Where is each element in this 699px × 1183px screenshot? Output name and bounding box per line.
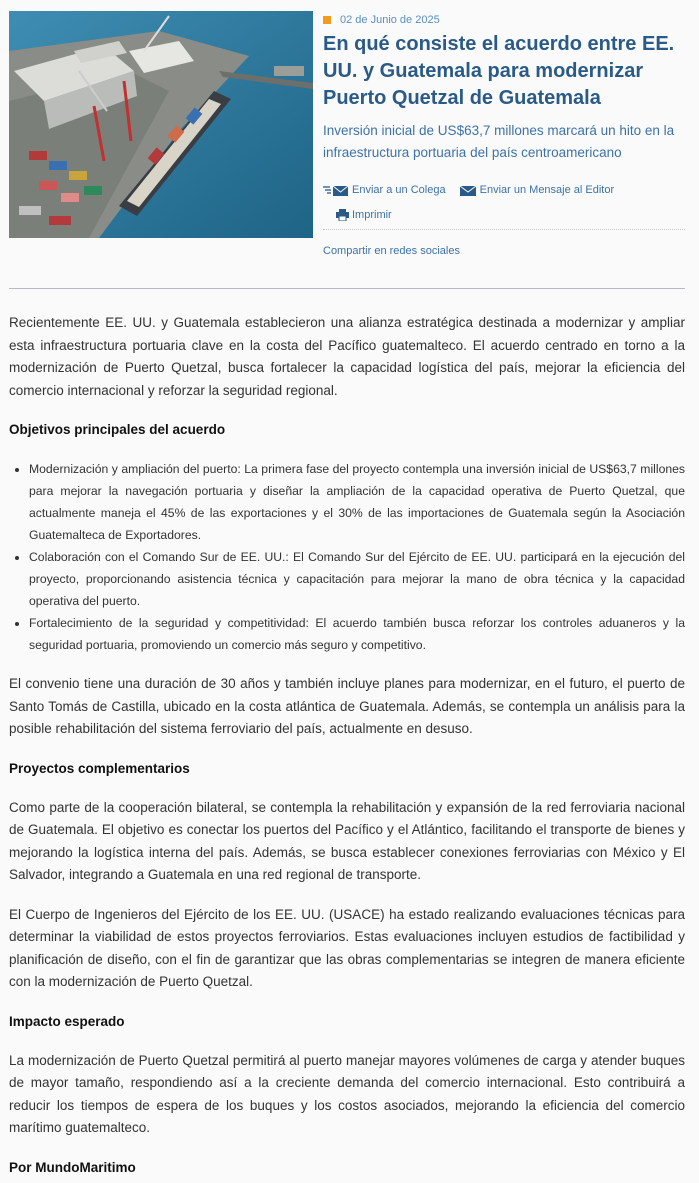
send-colleague-label: Enviar a un Colega bbox=[352, 184, 446, 196]
date-marker-icon bbox=[323, 16, 331, 24]
send-editor-link[interactable] bbox=[459, 180, 615, 201]
print-label: Imprimir bbox=[352, 208, 392, 221]
intro-paragraph: Recientemente EE. UU. y Guatemala establecieron una alianza estratégica destinada a modernizar y ampliar esta infraestructura portuaria clave en la costa del Pacífico guatemalteco. El acuerdo centrado en torno a la modernización de Puerto Quetzal, busca fortalecer la capacidad logística del país, mejorar la eficiencia del comercio internacional y reforzar la seguridad regional. bbox=[9, 315, 685, 398]
print-link[interactable] bbox=[336, 205, 392, 226]
duration-paragraph: El convenio tiene una duración de 30 años y también incluye planes para modernizar, en el futuro, el puerto de Santo Tomás de Castilla, ubicado en la costa atlántica de Guatemala. Además, se contempla un análisis para la posible rehabilitación del sistema ferroviario del país, actualmente en desuso. bbox=[9, 676, 685, 736]
send-editor-label: Enviar un Mensaje al Editor bbox=[479, 184, 615, 196]
article-date: 02 de Junio de 2025 bbox=[340, 14, 440, 26]
printer-icon bbox=[336, 209, 349, 221]
usace-paragraph: El Cuerpo de Ingenieros del Ejército de los EE. UU. (USACE) ha estado realizando evaluaciones técnicas para determinar la viabilidad de estos proyectos ferroviarios. Estas evaluaciones incluyen estudios de factibilidad y planificación de diseño, con el fin de garantizar que las obras complementarias se integren de manera eficiente con la modernización de Puerto Quetzal. bbox=[9, 906, 685, 989]
list-item: • Colaboración con el Comando Sur de EE. UU.: El Comando Sur del Ejército de EE. UU. participará en la ejecución del proyecto, proporcionando asistencia técnica y capacitación para mejorar la mano de obra técnica y la capacidad operativa del puerto. bbox=[29, 546, 685, 612]
article-actions bbox=[323, 180, 685, 262]
send-colleague-icon bbox=[323, 185, 349, 197]
article-body bbox=[0, 290, 699, 1179]
byline: Por MundoMaritimo bbox=[9, 1159, 136, 1175]
article-info bbox=[323, 13, 685, 262]
rail-paragraph: Como parte de la cooperación bilateral, se contempla la rehabilitación y expansión de la red ferroviaria nacional de Guatemala. El objetivo es conectar los puertos del Pacífico y el Atlántico, facilitando el transporte de bienes y mejorando la logística interna del país. Además, se busca establecer conexiones ferroviarias con México y El Salvador, integrando a Guatemala en una red regional de transporte. bbox=[9, 799, 685, 882]
article-title: En qué consiste el acuerdo entre EE. UU. y Guatemala para modernizar Puerto Quetzal de Guatemala bbox=[323, 33, 675, 109]
objectives-heading: Objetivos principales del acuerdo bbox=[9, 422, 226, 437]
article-header bbox=[0, 0, 699, 290]
date-row bbox=[323, 13, 685, 27]
port-aerial-image bbox=[9, 11, 313, 238]
list-item: • Modernización y ampliación del puerto: La primera fase del proyecto contempla una inversión inicial de US$63,7 millones para mejorar la navegación portuaria y diseñar la ampliación de la capacidad operativa de Puerto Quetzal, que actualmente maneja el 45% de las exportaciones y el 30% de las importaciones de Guatemala según la Asociación Guatemalteca de Exportadores. bbox=[29, 458, 685, 546]
impact-heading: Impacto esperado bbox=[9, 1013, 125, 1029]
send-colleague-link[interactable] bbox=[323, 180, 446, 201]
header-divider bbox=[9, 288, 685, 289]
port-photo bbox=[9, 11, 313, 238]
objectives-list bbox=[9, 458, 685, 656]
envelope-icon bbox=[459, 185, 477, 197]
impact-paragraph: La modernización de Puerto Quetzal permitirá al puerto manejar mayores volúmenes de carga y atender buques de mayor tamaño, respondiendo así a la creciente demanda del comercio internacional. Esto contribuirá a reducir los tiempos de espera de los buques y los costos asociados, mejorando la eficiencia del comercio marítimo guatemalteco. bbox=[9, 1052, 685, 1135]
projects-heading: Proyectos complementarios bbox=[9, 760, 190, 776]
article-subtitle: Inversión inicial de US$63,7 millones marcará un hito en la infraestructura portuaria del país centroamericano bbox=[323, 123, 675, 160]
share-social-link[interactable]: Compartir en redes sociales bbox=[323, 229, 685, 262]
list-item: • Fortalecimiento de la seguridad y competitividad: El acuerdo también busca reforzar los controles aduaneros y la seguridad portuaria, promoviendo un comercio más seguro y competitivo. bbox=[29, 612, 685, 656]
